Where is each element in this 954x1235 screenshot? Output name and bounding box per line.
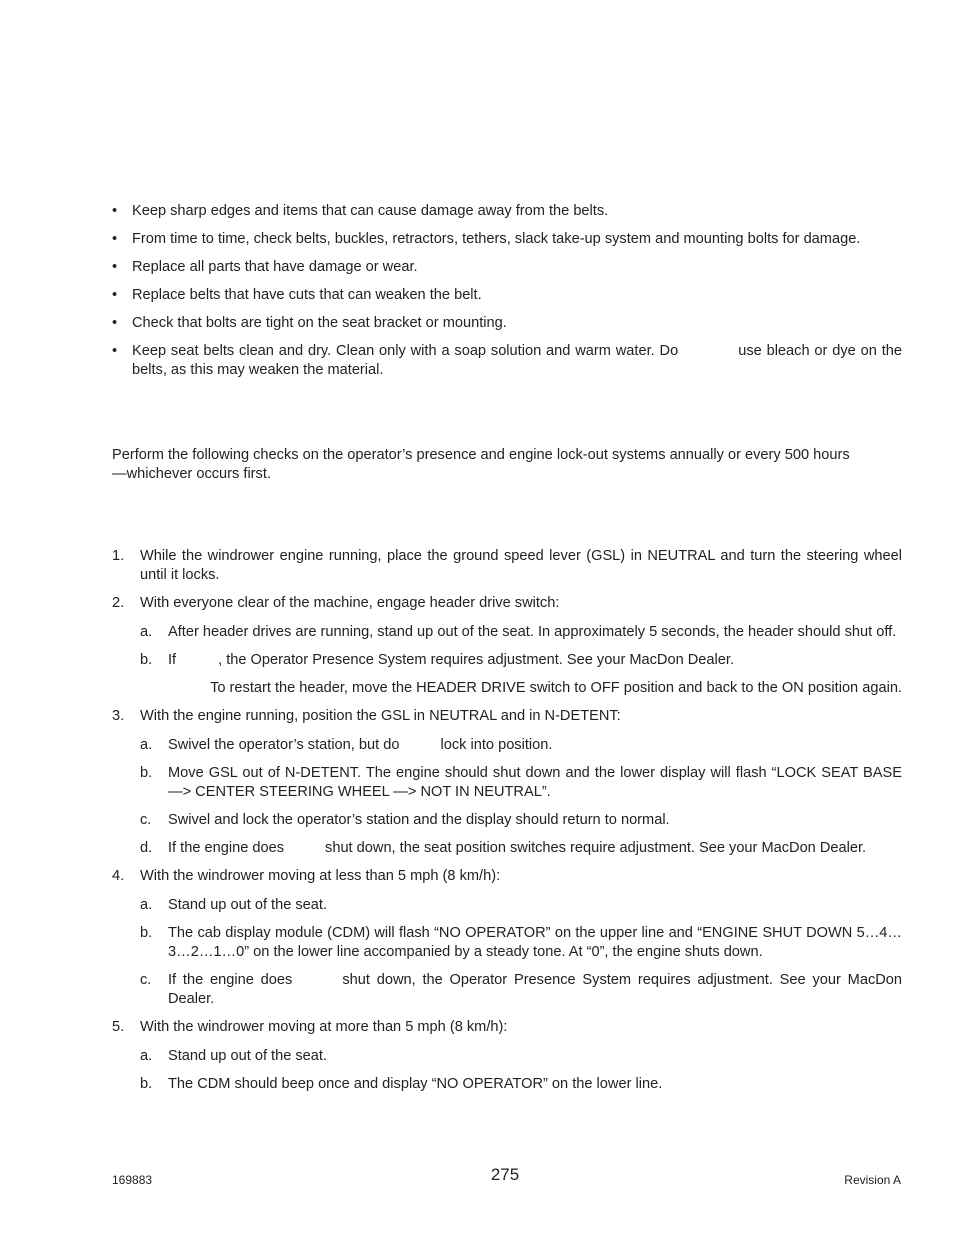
- sub-step-letter: b.: [140, 765, 153, 781]
- bullet-symbol: •: [112, 315, 118, 331]
- bullet-symbol: •: [112, 259, 118, 275]
- list-item-text-start: Keep seat belts clean and dry. Clean only with a soap solution and warm water. Do: [132, 343, 679, 359]
- sub-step-letter: d.: [140, 840, 153, 856]
- list-item-text: Replace all parts that have damage or wear.: [132, 259, 418, 275]
- step-number: 1.: [112, 548, 125, 564]
- step-number: 4.: [112, 868, 125, 884]
- sub-step-letter: b.: [140, 1076, 153, 1092]
- sub-step: [140, 623, 902, 642]
- step-number: 3.: [112, 708, 125, 724]
- intro-paragraph: Perform the following checks on the operator’s presence and engine lock-out systems annually or every 500 hours—whichever occurs first.: [112, 447, 850, 482]
- sub-step-letter: b.: [140, 652, 153, 668]
- sub-step-text-end: shut down, the seat position switches require adjustment. See your MacDon Dealer.: [325, 840, 867, 856]
- revision-label: Revision A: [844, 1173, 901, 1187]
- document-number: 169883: [112, 1173, 153, 1187]
- bullet-symbol: •: [112, 231, 118, 247]
- sub-step-text-end: , the Operator Presence System requires adjustment. See your MacDon Dealer.: [218, 652, 734, 668]
- list-item: [112, 286, 902, 305]
- sub-steps: [140, 736, 902, 858]
- sub-step-letter: c.: [140, 812, 152, 828]
- sub-step-text-end: lock into position.: [440, 737, 553, 753]
- sub-step-text-start: If the engine does: [168, 840, 285, 856]
- sub-step-letter: a.: [140, 897, 153, 913]
- sub-step-letter: c.: [140, 972, 152, 988]
- list-item: [112, 314, 902, 333]
- step-text: With the windrower moving at more than 5 mph (8 km/h):: [140, 1019, 508, 1035]
- bullet-symbol: •: [112, 287, 118, 303]
- sub-step-letter: a.: [140, 624, 153, 640]
- sub-step: [140, 736, 902, 755]
- sub-step-text-start: If the engine does: [168, 972, 293, 988]
- check-procedure-steps: [112, 547, 902, 1103]
- sub-steps: [140, 623, 902, 670]
- sub-step: [140, 971, 902, 1009]
- procedure-step: [112, 547, 902, 585]
- sub-step-text: The CDM should beep once and display “NO OPERATOR” on the lower line.: [168, 1076, 663, 1092]
- sub-step: [140, 839, 902, 858]
- procedure-step: [112, 707, 902, 858]
- list-item: [112, 342, 902, 380]
- seat-belt-maintenance-list: [112, 202, 902, 389]
- list-item: [112, 258, 902, 277]
- sub-step: [140, 924, 902, 962]
- sub-step-text-start: If: [168, 652, 177, 668]
- list-item-text-end: use bleach or dye on the belts, as this may weaken the material.: [132, 343, 902, 378]
- sub-step-text: After header drives are running, stand up out of the seat. In approximately 5 seconds, the header should shut off.: [168, 624, 897, 640]
- procedure-step: [112, 867, 902, 1009]
- sub-step: [140, 811, 902, 830]
- sub-step-text-start: Swivel the operator’s station, but do: [168, 737, 400, 753]
- procedure-step: [112, 1018, 902, 1094]
- step-text: With the windrower moving at less than 5 mph (8 km/h):: [140, 868, 501, 884]
- restart-note: To restart the header, move the HEADER DRIVE switch to OFF position and back to the ON position again.: [210, 680, 902, 696]
- list-item-text: Replace belts that have cuts that can weaken the belt.: [132, 287, 482, 303]
- sub-step-letter: a.: [140, 737, 153, 753]
- sub-step: [140, 651, 902, 670]
- list-item: [112, 202, 902, 221]
- list-item-text: From time to time, check belts, buckles, retractors, tethers, slack take-up system and mounting bolts for damage.: [132, 231, 861, 247]
- bullet-symbol: •: [112, 343, 118, 359]
- sub-step-text: The cab display module (CDM) will flash “NO OPERATOR” on the upper line and “ENGINE SHUT DOWN 5…4…3…2…1…0” on the lower line accompanied by a steady tone. At “0”, the engine shuts down.: [168, 925, 902, 960]
- sub-step-text-end: shut down, the Operator Presence System requires adjustment. See your MacDon Dealer.: [168, 972, 903, 1007]
- step-text: With everyone clear of the machine, engage header drive switch:: [140, 595, 560, 611]
- list-item-text: Check that bolts are tight on the seat bracket or mounting.: [132, 315, 507, 331]
- sub-step-text: Stand up out of the seat.: [168, 1048, 328, 1064]
- sub-step-text: Move GSL out of N-DETENT. The engine should shut down and the lower display will flash “LOCK SEAT BASE —> CENTER STEERING WHEEL —> NOT IN NEUTRAL”.: [168, 765, 902, 800]
- bullet-symbol: •: [112, 203, 118, 219]
- step-text: While the windrower engine running, place the ground speed lever (GSL) in NEUTRAL and turn the steering wheel until it locks.: [140, 548, 902, 583]
- sub-step-letter: a.: [140, 1048, 153, 1064]
- step-text: With the engine running, position the GSL in NEUTRAL and in N-DETENT:: [140, 708, 621, 724]
- page-number: 275: [490, 1165, 520, 1184]
- step-number: 5.: [112, 1019, 125, 1035]
- sub-step: [140, 1047, 902, 1066]
- procedure-step: [112, 594, 902, 698]
- list-item-text: Keep sharp edges and items that can cause damage away from the belts.: [132, 203, 609, 219]
- sub-steps: [140, 1047, 902, 1094]
- sub-step: [140, 1075, 902, 1094]
- sub-step: [140, 764, 902, 802]
- sub-step-letter: b.: [140, 925, 153, 941]
- step-number: 2.: [112, 595, 125, 611]
- sub-step-text: Stand up out of the seat.: [168, 897, 328, 913]
- list-item: [112, 230, 902, 249]
- sub-step: [140, 896, 902, 915]
- sub-steps: [140, 896, 902, 1009]
- sub-step-text: Swivel and lock the operator’s station and the display should return to normal.: [168, 812, 670, 828]
